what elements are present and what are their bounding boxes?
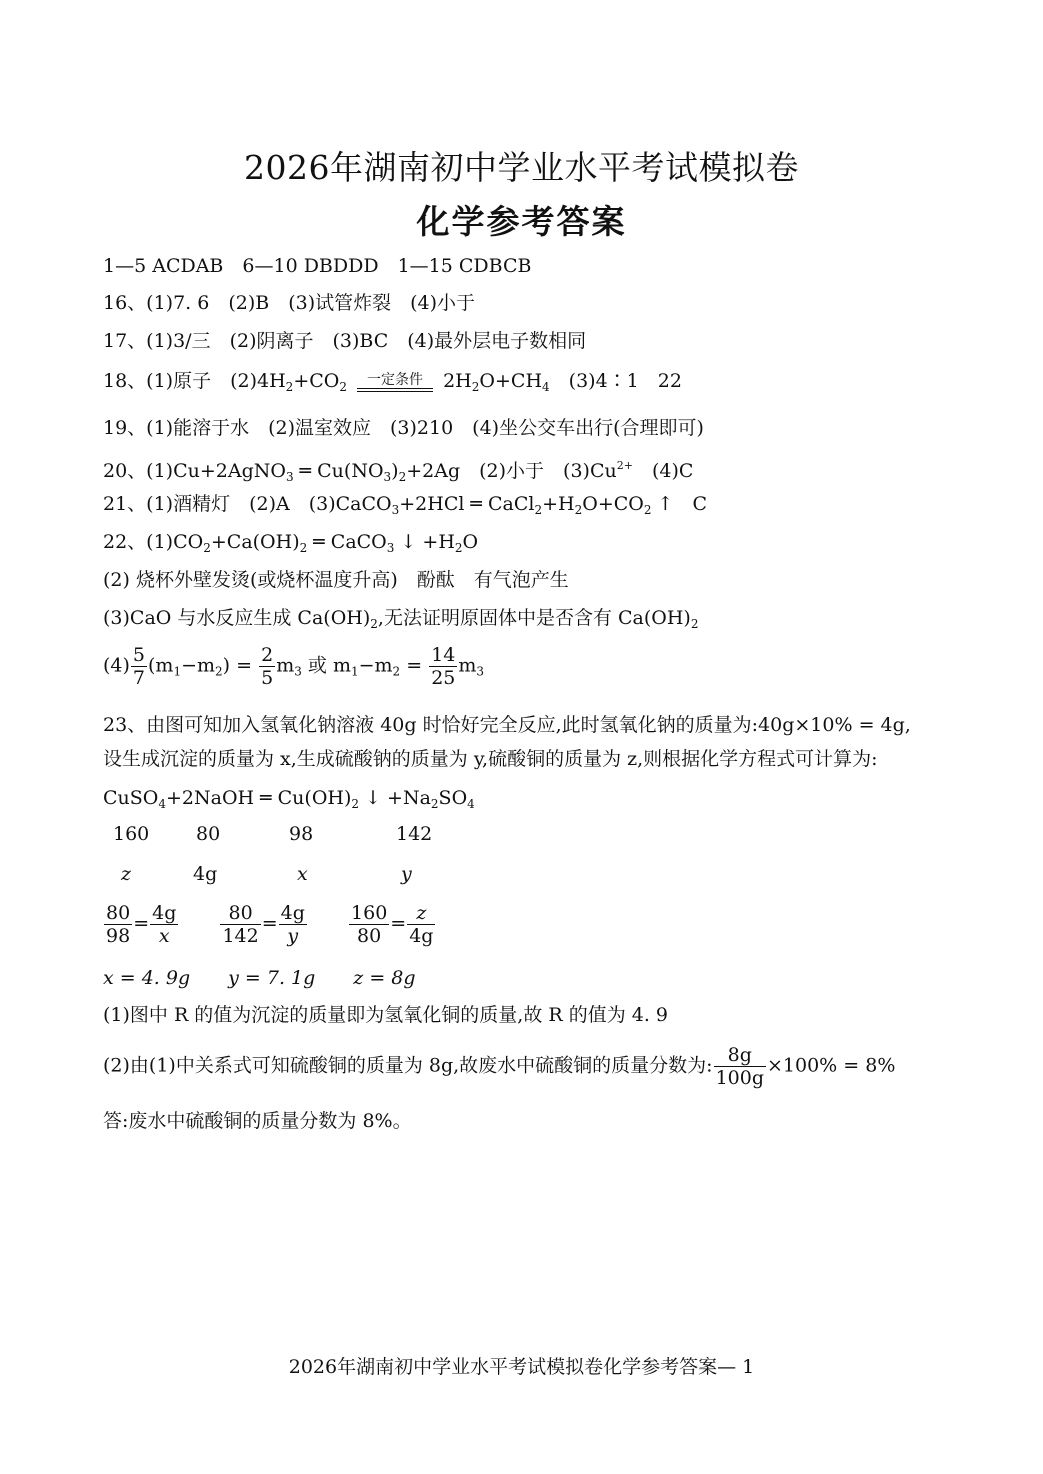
molar-mass-na2so4: 142 (396, 823, 433, 845)
unknown-z: z (121, 863, 132, 885)
answer-17: 17、(1)3/三 (2)阴离子 (3)BC (4)最外层电子数相同 (103, 330, 587, 352)
answer-20: 20、(1)Cu+2AgNO$_3$ ═ $Cu(NO_3)_2+2Ag$ (2)小于 $(3)Cu^{2+}$ (4)C (103, 459, 694, 484)
answer-23-ratios: $\frac{80}{98}$ = $\frac{4g}{x}$ $\frac{80}{142}$ = $\frac{4g}{y}$ $\frac{160}{80}$ = $\frac{z}{4g}$ (106, 902, 434, 947)
answer-22-2: (2) 烧杯外壁发烫(或烧杯温度升高) 酚酞 有气泡产生 (103, 569, 569, 591)
answer-23-line2: 设生成沉淀的质量为 x,生成硫酸钠的质量为 y,硫酸铜的质量为 z,则根据化学方程式可计算为: (103, 748, 878, 770)
answer-18: 18、(1)原子 $(2)4H_2+CO_2$ 一定条件 $2H_2O+CH_4$ (3)4∶1 22 (103, 370, 682, 394)
molar-mass-naoh: 80 (196, 823, 221, 845)
answer-23-results: x = 4. 9g y = 7. 1g z = 8g (103, 967, 416, 989)
known-4g: 4g (193, 863, 218, 885)
answer-21: 21、(1)酒精灯 (2)A (3)CaCO$_3$+2HCl ═ $CaCl_2+H_2O+CO_2$ ↑ C (103, 493, 708, 517)
answer-23-conclusion: 答:废水中硫酸铜的质量分数为 8%。 (103, 1110, 412, 1132)
page-footer: 2026年湖南初中学业水平考试模拟卷化学参考答案— 1 (288, 1356, 755, 1378)
answer-22-1: 22、$(1)CO_2+Ca(OH)_2$ ═ CaCO$_3$ ↓ $+H_2O$ (103, 531, 479, 555)
answer-19: 19、(1)能溶于水 (2)温室效应 (3)210 (4)坐公交车出行(合理即可) (103, 417, 704, 439)
answer-23-part2: (2)由(1)中关系式可知硫酸铜的质量为 8g,故废水中硫酸铜的质量分数为: $\frac{8g}{100g}$ ×100% = 8% (103, 1044, 896, 1089)
answer-22-3: (3)CaO 与水反应生成 $Ca(OH)_2$,无法证明原固体中是否含有 $Ca(OH)_2$ (103, 607, 699, 631)
molar-mass-cuso4: 160 (113, 823, 150, 845)
answer-16: 16、(1)7. 6 (2)B (3)试管炸裂 (4)小于 (103, 292, 476, 314)
answer-23-line1: 23、由图可知加入氢氧化钠溶液 40g 时恰好完全反应,此时氢氧化钠的质量为:40g×10% = 4g, (103, 714, 911, 736)
molar-mass-cuoh2: 98 (289, 823, 314, 845)
unknown-y: y (401, 863, 412, 885)
reaction-condition: 一定条件 (357, 372, 433, 392)
page-subtitle: 化学参考答案 (416, 202, 627, 241)
unknown-x: x (297, 863, 308, 885)
answer-mc: 1—5 ACDAB 6—10 DBDDD 1—15 CDBCB (103, 255, 532, 277)
answer-22-4: (4) $\frac{5}{7}$ $(m_1-m_2)$ = $\frac{2}{5}$ $m_3$ 或 $m_1-m_2$ = $\frac{14}{25}$ $m_3$ (103, 644, 485, 689)
answer-23-part1: (1)图中 R 的值为沉淀的质量即为氢氧化铜的质量,故 R 的值为 4. 9 (103, 1004, 669, 1026)
answer-23-equation: CuSO$_4$+2NaOH ═ $Cu(OH)_2$ ↓ $+Na_2SO_4$ (103, 787, 475, 811)
page-title: 2026年湖南初中学业水平考试模拟卷 (244, 148, 799, 187)
